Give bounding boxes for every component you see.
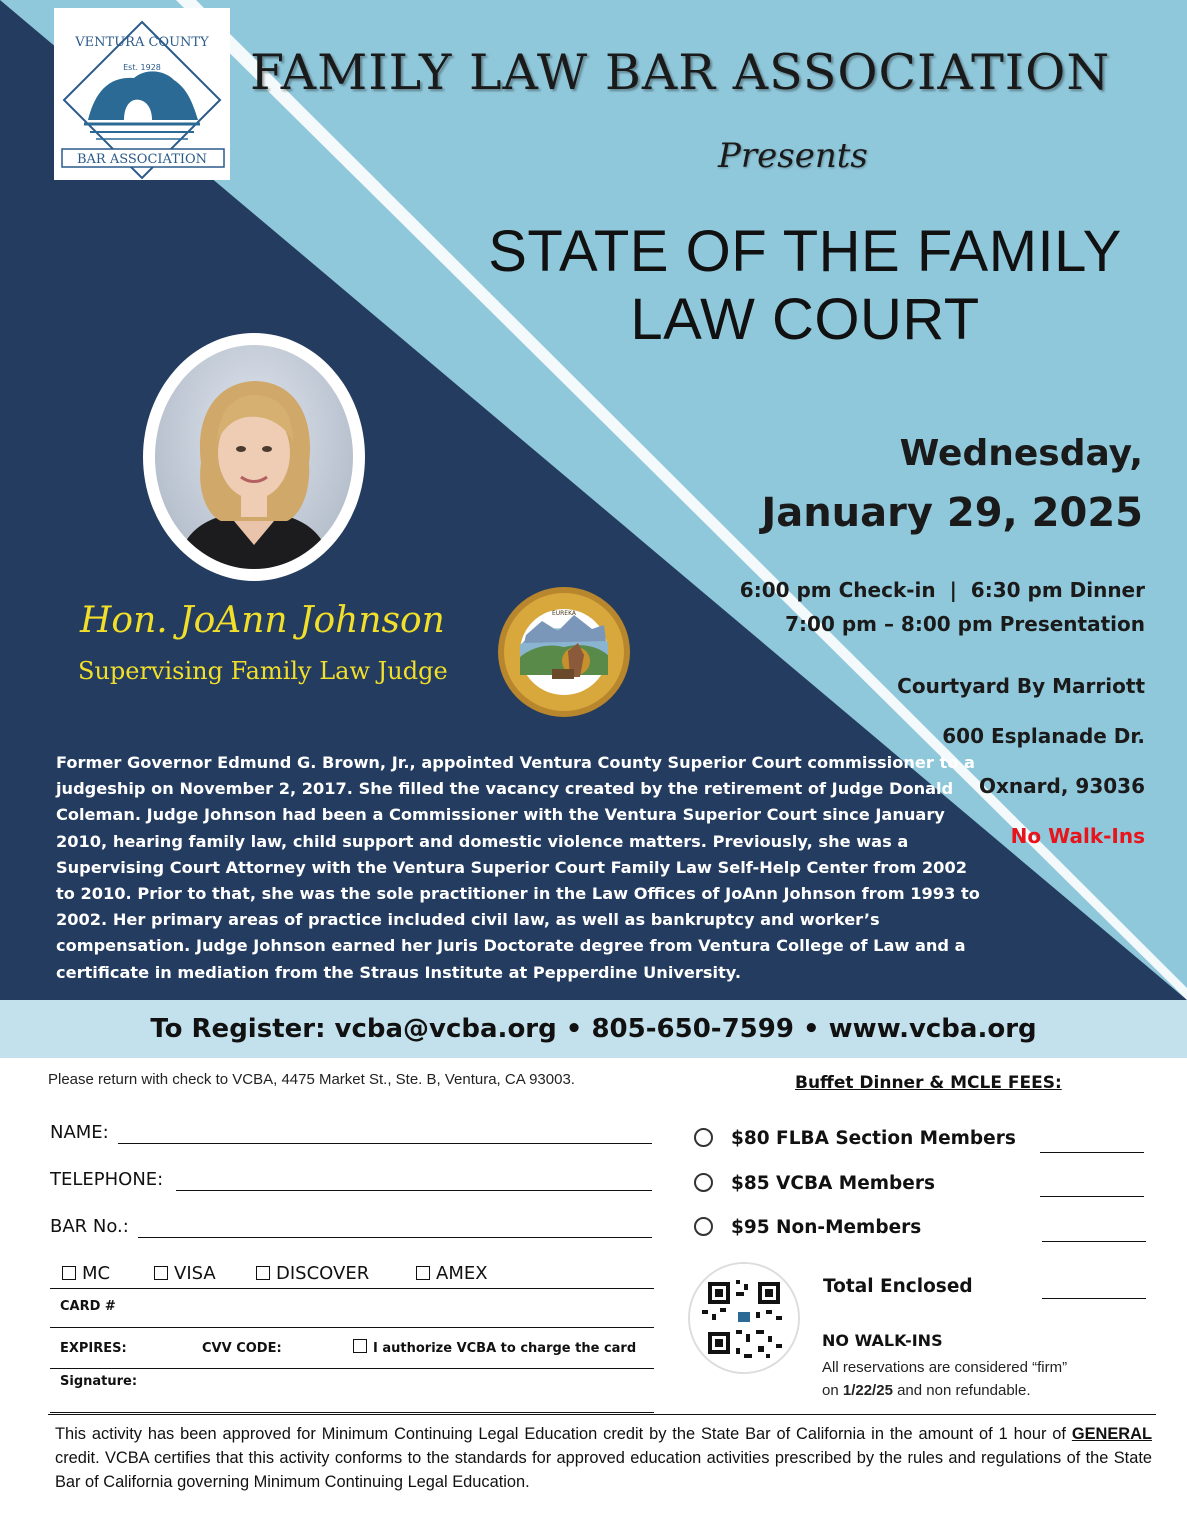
event-title <box>440 218 1170 354</box>
no-walk-ins-title: NO WALK-INS <box>822 1331 943 1350</box>
checkbox-icon[interactable] <box>416 1266 430 1280</box>
svg-text:EUREKA: EUREKA <box>551 610 577 617</box>
telephone-line[interactable] <box>176 1190 652 1191</box>
svg-text:VENTURA COUNTY: VENTURA COUNTY <box>75 35 209 50</box>
venue-city: Oxnard, 93036 <box>979 774 1145 798</box>
speaker-role: Supervising Family Law Judge <box>78 657 448 685</box>
card-option-mc[interactable]: MC <box>62 1263 110 1284</box>
card-number-label: CARD # <box>60 1299 116 1314</box>
name-label: NAME: <box>50 1122 109 1143</box>
fee-vcba-blank[interactable] <box>1040 1196 1144 1197</box>
radio-icon[interactable] <box>694 1217 713 1236</box>
qr-code[interactable] <box>688 1262 800 1374</box>
card-option-amex[interactable]: AMEX <box>416 1263 488 1284</box>
telephone-label: TELEPHONE: <box>50 1169 164 1190</box>
divider <box>50 1288 654 1289</box>
cvv-label: CVV CODE: <box>202 1341 282 1356</box>
mcle-credit-type: GENERAL <box>1071 1425 1152 1443</box>
event-day: Wednesday, <box>899 433 1143 474</box>
no-walk-ins-line-1: All reservations are considered “firm” <box>822 1359 1068 1376</box>
firm-date: 1/22/25 <box>842 1382 893 1399</box>
fee-flba-blank[interactable] <box>1040 1152 1144 1153</box>
venue-address: 600 Esplanade Dr. <box>942 724 1145 748</box>
total-enclosed-label: Total Enclosed <box>823 1276 973 1297</box>
event-date: January 29, 2025 <box>761 490 1143 536</box>
no-walk-ins-line-2: on 1/22/25 and non refundable. <box>822 1382 1031 1399</box>
bar-number-field[interactable] <box>50 1216 652 1240</box>
vcba-logo-icon <box>54 8 230 180</box>
time-line-1: 6:00 pm Check-in | 6:30 pm Dinner <box>739 578 1145 602</box>
venue-name: Courtyard By Marriott <box>897 674 1145 698</box>
great-seal-of-california-icon <box>496 585 632 719</box>
name-line[interactable] <box>118 1143 652 1144</box>
california-seal <box>496 585 632 719</box>
radio-icon[interactable] <box>694 1173 713 1192</box>
register-bar: To Register: vcba@vcba.org • 805-650-7599 • www.vcba.org <box>0 1000 1187 1058</box>
card-option-discover[interactable]: DISCOVER <box>256 1263 369 1284</box>
checkbox-icon[interactable] <box>353 1339 367 1353</box>
event-title-line-2: LAW COURT <box>630 287 980 352</box>
card-option-visa[interactable]: VISA <box>154 1263 216 1284</box>
speaker-bio: Former Governor Edmund G. Brown, Jr., appointed Ventura County Superior Court commissioner to a judgeship on November 2, 2017. She filled the vacancy created by the retirement of Judge Donald Coleman. Judge Johnson had been a Commissioner with the Ventura Superior Court since January 2010, hearing family law, child support and domestic violence matters. Previously, she was a Supervising Court Attorney with the Ventura Superior Court Family Law Self-Help Center from 2002 to 2010. Prior to that, she was the sole practitioner in the Law Offices of JoAnn Johnson from 1993 to 2002. Her primary areas of practice included civil law, as well as bankruptcy and worker’s compensation. Judge Johnson earned her Juris Doctorate degree from Ventura College of Law and a certificate in mediation from the Straus Institute at Pepperdine University. <box>56 753 980 982</box>
bar-number-label: BAR No.: <box>50 1216 129 1237</box>
svg-text:BAR ASSOCIATION: BAR ASSOCIATION <box>76 152 208 167</box>
qr-code-icon <box>690 1264 798 1372</box>
signature-line[interactable] <box>50 1412 654 1413</box>
event-title-line-1: STATE OF THE FAMILY <box>488 219 1122 284</box>
fees-title: Buffet Dinner & MCLE FEES: <box>795 1073 1062 1093</box>
expires-line[interactable] <box>50 1368 654 1369</box>
no-walk-ins-notice: No Walk-Ins <box>1010 824 1145 848</box>
authorize-checkbox[interactable]: I authorize VCBA to charge the card <box>353 1339 636 1356</box>
signature-label: Signature: <box>60 1374 138 1389</box>
event-venue <box>897 661 1145 861</box>
card-number-line[interactable] <box>50 1327 654 1328</box>
expires-label: EXPIRES: <box>60 1341 127 1356</box>
mcle-divider <box>48 1414 1156 1415</box>
checkbox-icon[interactable] <box>62 1266 76 1280</box>
speaker-photo <box>155 345 353 569</box>
event-times <box>740 573 1145 641</box>
presents-label: Presents <box>718 136 868 176</box>
svg-text:Est. 1928: Est. 1928 <box>123 63 161 72</box>
fee-option-non-members[interactable]: $95 Non-Members <box>694 1217 921 1238</box>
fee-non-members-blank[interactable] <box>1042 1241 1146 1242</box>
radio-icon[interactable] <box>694 1128 713 1147</box>
portrait-photo-icon <box>155 345 353 569</box>
name-field[interactable] <box>50 1122 652 1146</box>
fee-option-vcba[interactable]: $85 VCBA Members <box>694 1173 935 1194</box>
mcle-statement: This activity has been approved for Minimum Continuing Legal Education credit by the State Bar of California in the amount of 1 hour of GENERAL credit. VCBA certifies that this activity conforms to the standards for approved education activities prescribed by the rules and regulations of the State Bar of California governing Minimum Continuing Legal Education. <box>55 1425 1152 1491</box>
speaker-name: Hon. JoAnn Johnson <box>80 600 445 641</box>
bar-number-line[interactable] <box>138 1237 652 1238</box>
time-line-2: 7:00 pm – 8:00 pm Presentation <box>785 612 1145 636</box>
fee-option-flba[interactable]: $80 FLBA Section Members <box>694 1128 1016 1149</box>
checkbox-icon[interactable] <box>154 1266 168 1280</box>
org-title: FAMILY LAW BAR ASSOCIATION <box>250 44 1111 101</box>
return-note: Please return with check to VCBA, 4475 Market St., Ste. B, Ventura, CA 93003. <box>48 1071 575 1088</box>
checkbox-icon[interactable] <box>256 1266 270 1280</box>
vcba-logo <box>54 8 230 180</box>
no-walk-ins-text <box>822 1356 1067 1402</box>
telephone-field[interactable] <box>50 1169 652 1193</box>
total-enclosed-blank[interactable] <box>1042 1298 1146 1299</box>
